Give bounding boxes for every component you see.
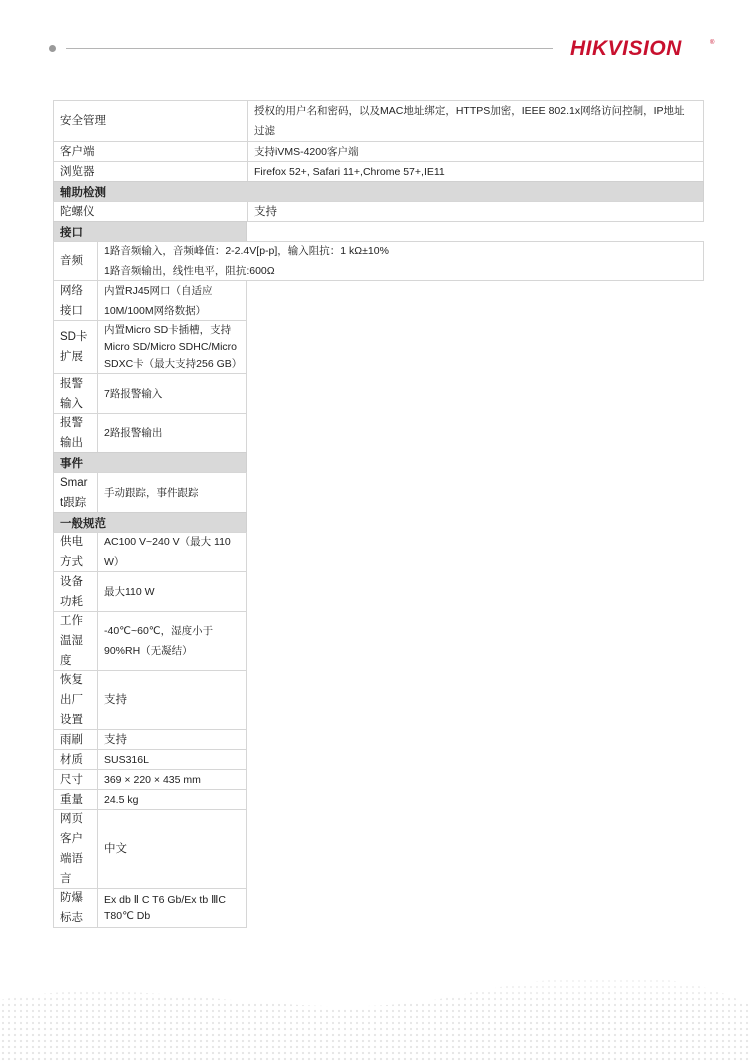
logo-text: HIKVISION: [570, 37, 682, 60]
row-reset-value: [97, 670, 247, 730]
cell-value: 1路音频输入，音频峰值：2-2.4V[p-p]，输入阻抗：1 kΩ±10% 1路音频输出，线性电平，阻抗:600Ω: [104, 245, 389, 277]
row-material-label: [53, 749, 98, 770]
cell-label: 报警 输出: [60, 417, 83, 449]
row-gyro-value: [247, 201, 704, 222]
cell-label: 报警 输入: [60, 377, 83, 410]
cell-label: 防爆 标志: [60, 892, 83, 924]
row-wiper-label: [53, 729, 98, 750]
section-aux-detection: [53, 181, 704, 202]
row-browser-label: [53, 161, 248, 182]
section-interface: [53, 221, 247, 242]
cell-value: 授权的用户名和密码，以及MAC地址绑定，HTTPS加密，IEEE 802.1x网络访问控制，IP地址 过滤: [254, 105, 685, 137]
cell-label: 工作 温湿 度: [60, 615, 83, 667]
row-smart-value: [97, 472, 247, 513]
row-audio-value: [97, 241, 704, 281]
cell-value: Ex db Ⅱ C T6 Gb/Ex tb ⅢC T80℃ Db: [104, 894, 226, 922]
cell-label: Smar t跟踪: [60, 476, 88, 509]
row-explosion-value: [97, 888, 247, 928]
row-temp-value: [97, 611, 247, 671]
cell-label: 网络 接口: [60, 284, 83, 317]
cell-value: 内置RJ45网口（自适应 10M/100M网络数据）: [104, 284, 213, 317]
cell-label: 雨刷: [60, 733, 83, 746]
cell-value: 最大110 W: [104, 585, 155, 598]
cell-value: Firefox 52+, Safari 11+,Chrome 57+,IE11: [254, 165, 445, 178]
row-alarm-out-value: [97, 413, 247, 453]
row-size-label: [53, 769, 98, 790]
row-security-label: [53, 100, 248, 142]
cell-label: 安全管理: [60, 115, 106, 127]
cell-label: 恢复 出厂 设置: [60, 674, 83, 726]
cell-value: AC100 V~240 V（最大 110 W）: [104, 536, 231, 568]
cell-value: -40℃~60℃，湿度小于 90%RH（无凝结）: [104, 625, 214, 657]
row-audio-label: [53, 241, 98, 281]
cell-value: 24.5 kg: [104, 793, 139, 806]
row-web-lang-value: [97, 809, 247, 889]
section-title: 接口: [60, 226, 83, 239]
section-event: [53, 452, 247, 473]
row-gyro-label: [53, 201, 248, 222]
cell-label: 设备 功耗: [60, 575, 83, 608]
cell-value: 369 × 220 × 435 mm: [104, 773, 201, 786]
row-explosion-label: [53, 888, 98, 928]
cell-value: 手动跟踪，事件跟踪: [104, 486, 199, 499]
cell-label: 网页 客户 端语 言: [60, 813, 83, 885]
cell-value: 支持: [104, 694, 127, 706]
cell-label: 音频: [60, 255, 83, 267]
row-power-label: [53, 532, 98, 572]
hikvision-logo: [570, 35, 720, 61]
header-rule: [66, 48, 553, 49]
cell-value: 支持: [104, 733, 127, 746]
cell-label: 陀螺仪: [60, 205, 95, 218]
row-network-value: [97, 280, 247, 321]
row-temp-label: [53, 611, 98, 671]
cell-value: 7路报警输入: [104, 387, 163, 400]
header-dot: [49, 45, 56, 52]
row-reset-label: [53, 670, 98, 730]
cell-label: 客户端: [60, 145, 95, 158]
row-sd-label: [53, 320, 98, 374]
section-title: 事件: [60, 457, 83, 470]
row-smart-label: [53, 472, 98, 513]
section-general: [53, 512, 247, 533]
cell-value: 2路报警输出: [104, 427, 163, 439]
decorative-wave-background: [0, 960, 750, 1061]
cell-label: 重量: [60, 793, 83, 806]
row-browser-value: [247, 161, 704, 182]
row-client-label: [53, 141, 248, 162]
cell-value: 内置Micro SD卡插槽，支持 Micro SD/Micro SDHC/Micro SDXC卡（最大支持256 GB）: [104, 323, 243, 370]
row-web-lang-label: [53, 809, 98, 889]
cell-label: 材质: [60, 753, 83, 766]
row-weight-value: [97, 789, 247, 810]
cell-label: 供电 方式: [60, 536, 83, 568]
cell-value: SUS316L: [104, 753, 149, 766]
cell-value: 支持: [254, 205, 277, 218]
row-security-value: [247, 100, 704, 142]
row-alarm-in-label: [53, 373, 98, 414]
cell-value: 支持iVMS-4200客户端: [254, 145, 359, 158]
row-consumption-value: [97, 571, 247, 612]
row-size-value: [97, 769, 247, 790]
row-alarm-out-label: [53, 413, 98, 453]
section-title: 辅助检测: [60, 186, 106, 199]
cell-label: 浏览器: [60, 165, 95, 178]
cell-label: SD卡 扩展: [60, 331, 88, 363]
row-weight-label: [53, 789, 98, 810]
logo-registered-mark: ®: [710, 40, 715, 46]
row-client-value: [247, 141, 704, 162]
row-sd-value: [97, 320, 247, 374]
section-title: 一般规范: [60, 517, 106, 530]
cell-value: 中文: [104, 843, 127, 855]
cell-label: 尺寸: [60, 773, 83, 786]
row-alarm-in-value: [97, 373, 247, 414]
row-power-value: [97, 532, 247, 572]
row-network-label: [53, 280, 98, 321]
row-material-value: [97, 749, 247, 770]
row-wiper-value: [97, 729, 247, 750]
row-consumption-label: [53, 571, 98, 612]
